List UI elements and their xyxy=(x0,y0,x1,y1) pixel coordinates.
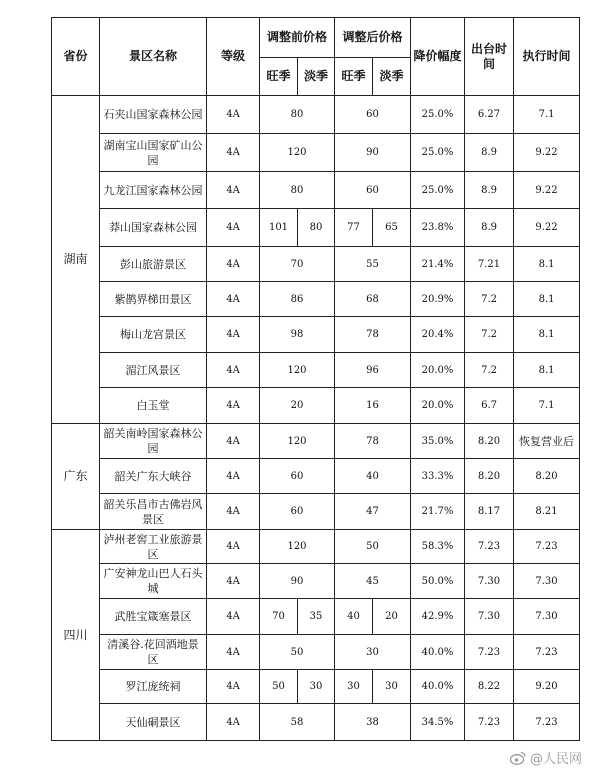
province-cell: 湖南 xyxy=(52,96,100,424)
watermark-text: @人民网 xyxy=(530,752,583,767)
level-cell: 4A xyxy=(207,96,260,134)
drop-cell: 33.3% xyxy=(411,459,465,494)
price-after-cell: 96 xyxy=(335,353,411,388)
effective-date-cell: 7.23 xyxy=(514,704,580,741)
drop-cell: 34.5% xyxy=(411,704,465,741)
header-price-before: 调整前价格 xyxy=(260,18,335,58)
price-before-cell: 120 xyxy=(260,134,335,172)
drop-cell: 25.0% xyxy=(411,134,465,172)
effective-date-cell: 恢复营业后 xyxy=(514,424,580,459)
price-before-cell: 120 xyxy=(260,353,335,388)
level-cell: 4A xyxy=(207,599,260,635)
scenic-name-cell: 梅山龙宫景区 xyxy=(100,317,207,353)
drop-cell: 40.0% xyxy=(411,670,465,704)
price-before-cell: 58 xyxy=(260,704,335,741)
level-cell: 4A xyxy=(207,209,260,247)
scenic-name-cell: 广安神龙山巴人石头城 xyxy=(100,564,207,599)
price-after-cell: 90 xyxy=(335,134,411,172)
effective-date-cell: 9.22 xyxy=(514,209,580,247)
price-after-off-cell: 20 xyxy=(373,599,411,635)
drop-cell: 35.0% xyxy=(411,424,465,459)
price-after-off-cell: 30 xyxy=(373,670,411,704)
price-after-cell: 16 xyxy=(335,388,411,424)
release-date-cell: 7.23 xyxy=(465,530,514,564)
effective-date-cell: 9.22 xyxy=(514,134,580,172)
table-row xyxy=(52,459,580,494)
price-before-cell: 60 xyxy=(260,459,335,494)
scenic-name-cell: 清溪谷.花回酒地景区 xyxy=(100,635,207,670)
scenic-name-cell: 九龙江国家森林公园 xyxy=(100,172,207,209)
province-cell: 四川 xyxy=(52,530,100,741)
scenic-name-cell: 武胜宝箴塞景区 xyxy=(100,599,207,635)
table-row xyxy=(52,353,580,388)
table-row xyxy=(52,209,580,247)
table-row xyxy=(52,635,580,670)
level-cell: 4A xyxy=(207,282,260,317)
header-release: 出台时间 xyxy=(465,18,514,96)
level-cell: 4A xyxy=(207,424,260,459)
header-level: 等级 xyxy=(207,18,260,96)
level-cell: 4A xyxy=(207,494,260,530)
price-after-cell: 78 xyxy=(335,424,411,459)
scenic-name-cell: 彭山旅游景区 xyxy=(100,247,207,282)
drop-cell: 21.4% xyxy=(411,247,465,282)
price-after-cell: 38 xyxy=(335,704,411,741)
price-after-peak-cell: 77 xyxy=(335,209,373,247)
scenic-name-cell: 石夹山国家森林公园 xyxy=(100,96,207,134)
price-after-cell: 60 xyxy=(335,172,411,209)
effective-date-cell: 8.1 xyxy=(514,282,580,317)
price-after-peak-cell: 30 xyxy=(335,670,373,704)
price-after-cell: 47 xyxy=(335,494,411,530)
scenic-name-cell: 天仙硐景区 xyxy=(100,704,207,741)
drop-cell: 42.9% xyxy=(411,599,465,635)
table-row xyxy=(52,564,580,599)
effective-date-cell: 9.20 xyxy=(514,670,580,704)
table-body xyxy=(52,96,580,741)
effective-date-cell: 8.1 xyxy=(514,247,580,282)
price-before-peak-cell: 101 xyxy=(260,209,298,247)
release-date-cell: 6.27 xyxy=(465,96,514,134)
table-row xyxy=(52,424,580,459)
effective-date-cell: 7.30 xyxy=(514,564,580,599)
header-price-after: 调整后价格 xyxy=(335,18,411,58)
effective-date-cell: 7.23 xyxy=(514,635,580,670)
price-after-cell: 50 xyxy=(335,530,411,564)
price-after-cell: 60 xyxy=(335,96,411,134)
table-row xyxy=(52,670,580,704)
release-date-cell: 8.9 xyxy=(465,172,514,209)
weibo-logo-icon xyxy=(510,751,526,765)
header-drop: 降价幅度 xyxy=(411,18,465,96)
release-date-cell: 7.2 xyxy=(465,353,514,388)
price-before-off-cell: 35 xyxy=(298,599,335,635)
price-before-off-cell: 30 xyxy=(298,670,335,704)
drop-cell: 40.0% xyxy=(411,635,465,670)
header-after-peak: 旺季 xyxy=(335,58,373,96)
release-date-cell: 7.2 xyxy=(465,317,514,353)
scenic-name-cell: 白玉堂 xyxy=(100,388,207,424)
effective-date-cell: 8.21 xyxy=(514,494,580,530)
table-row xyxy=(52,172,580,209)
price-after-cell: 78 xyxy=(335,317,411,353)
price-after-cell: 68 xyxy=(335,282,411,317)
price-before-cell: 20 xyxy=(260,388,335,424)
table-row xyxy=(52,388,580,424)
level-cell: 4A xyxy=(207,564,260,599)
table-row xyxy=(52,282,580,317)
level-cell: 4A xyxy=(207,353,260,388)
effective-date-cell: 7.30 xyxy=(514,599,580,635)
scenic-price-table xyxy=(51,17,580,741)
table-row xyxy=(52,96,580,134)
level-cell: 4A xyxy=(207,134,260,172)
release-date-cell: 8.20 xyxy=(465,459,514,494)
release-date-cell: 7.23 xyxy=(465,635,514,670)
price-after-cell: 30 xyxy=(335,635,411,670)
header-name: 景区名称 xyxy=(100,18,207,96)
price-before-cell: 90 xyxy=(260,564,335,599)
scenic-name-cell: 紫鹊界梯田景区 xyxy=(100,282,207,317)
release-date-cell: 7.21 xyxy=(465,247,514,282)
header-after-off: 淡季 xyxy=(373,58,411,96)
drop-cell: 20.9% xyxy=(411,282,465,317)
table-row xyxy=(52,530,580,564)
price-before-cell: 120 xyxy=(260,424,335,459)
table-row xyxy=(52,704,580,741)
release-date-cell: 8.9 xyxy=(465,209,514,247)
scenic-name-cell: 韶关广东大峡谷 xyxy=(100,459,207,494)
level-cell: 4A xyxy=(207,388,260,424)
price-after-peak-cell: 40 xyxy=(335,599,373,635)
drop-cell: 20.4% xyxy=(411,317,465,353)
price-before-cell: 98 xyxy=(260,317,335,353)
province-cell: 广东 xyxy=(52,424,100,530)
table-row xyxy=(52,494,580,530)
header-before-off: 淡季 xyxy=(298,58,335,96)
release-date-cell: 7.23 xyxy=(465,704,514,741)
header-before-peak: 旺季 xyxy=(260,58,298,96)
effective-date-cell: 7.23 xyxy=(514,530,580,564)
drop-cell: 20.0% xyxy=(411,353,465,388)
price-before-cell: 60 xyxy=(260,494,335,530)
price-before-peak-cell: 70 xyxy=(260,599,298,635)
drop-cell: 21.7% xyxy=(411,494,465,530)
effective-date-cell: 8.1 xyxy=(514,317,580,353)
release-date-cell: 8.17 xyxy=(465,494,514,530)
watermark xyxy=(510,748,582,767)
table-row xyxy=(52,317,580,353)
scenic-name-cell: 韶关乐昌市古佛岩风景区 xyxy=(100,494,207,530)
level-cell: 4A xyxy=(207,247,260,282)
scenic-name-cell: 湖南宝山国家矿山公园 xyxy=(100,134,207,172)
release-date-cell: 6.7 xyxy=(465,388,514,424)
release-date-cell: 7.30 xyxy=(465,599,514,635)
level-cell: 4A xyxy=(207,530,260,564)
scenic-name-cell: 泸州老窖工业旅游景区 xyxy=(100,530,207,564)
effective-date-cell: 7.1 xyxy=(514,388,580,424)
scenic-name-cell: 罗江庞统祠 xyxy=(100,670,207,704)
effective-date-cell: 8.1 xyxy=(514,353,580,388)
price-after-cell: 40 xyxy=(335,459,411,494)
drop-cell: 25.0% xyxy=(411,172,465,209)
level-cell: 4A xyxy=(207,172,260,209)
drop-cell: 25.0% xyxy=(411,96,465,134)
scenic-name-cell: 韶关南岭国家森林公园 xyxy=(100,424,207,459)
effective-date-cell: 7.1 xyxy=(514,96,580,134)
drop-cell: 50.0% xyxy=(411,564,465,599)
price-before-cell: 80 xyxy=(260,96,335,134)
scenic-name-cell: 湄江风景区 xyxy=(100,353,207,388)
table-row xyxy=(52,599,580,635)
price-before-cell: 120 xyxy=(260,530,335,564)
price-after-cell: 45 xyxy=(335,564,411,599)
level-cell: 4A xyxy=(207,317,260,353)
drop-cell: 58.3% xyxy=(411,530,465,564)
header-effective: 执行时间 xyxy=(514,18,580,96)
level-cell: 4A xyxy=(207,670,260,704)
release-date-cell: 7.2 xyxy=(465,282,514,317)
price-before-peak-cell: 50 xyxy=(260,670,298,704)
table-row xyxy=(52,247,580,282)
level-cell: 4A xyxy=(207,635,260,670)
scenic-name-cell: 莽山国家森林公园 xyxy=(100,209,207,247)
level-cell: 4A xyxy=(207,704,260,741)
price-before-cell: 50 xyxy=(260,635,335,670)
header-province: 省份 xyxy=(52,18,100,96)
effective-date-cell: 8.20 xyxy=(514,459,580,494)
release-date-cell: 7.30 xyxy=(465,564,514,599)
price-after-off-cell: 65 xyxy=(373,209,411,247)
price-before-cell: 86 xyxy=(260,282,335,317)
release-date-cell: 8.20 xyxy=(465,424,514,459)
price-before-cell: 80 xyxy=(260,172,335,209)
table-row xyxy=(52,134,580,172)
effective-date-cell: 9.22 xyxy=(514,172,580,209)
price-after-cell: 55 xyxy=(335,247,411,282)
drop-cell: 20.0% xyxy=(411,388,465,424)
price-before-off-cell: 80 xyxy=(298,209,335,247)
price-before-cell: 70 xyxy=(260,247,335,282)
drop-cell: 23.8% xyxy=(411,209,465,247)
release-date-cell: 8.22 xyxy=(465,670,514,704)
level-cell: 4A xyxy=(207,459,260,494)
release-date-cell: 8.9 xyxy=(465,134,514,172)
